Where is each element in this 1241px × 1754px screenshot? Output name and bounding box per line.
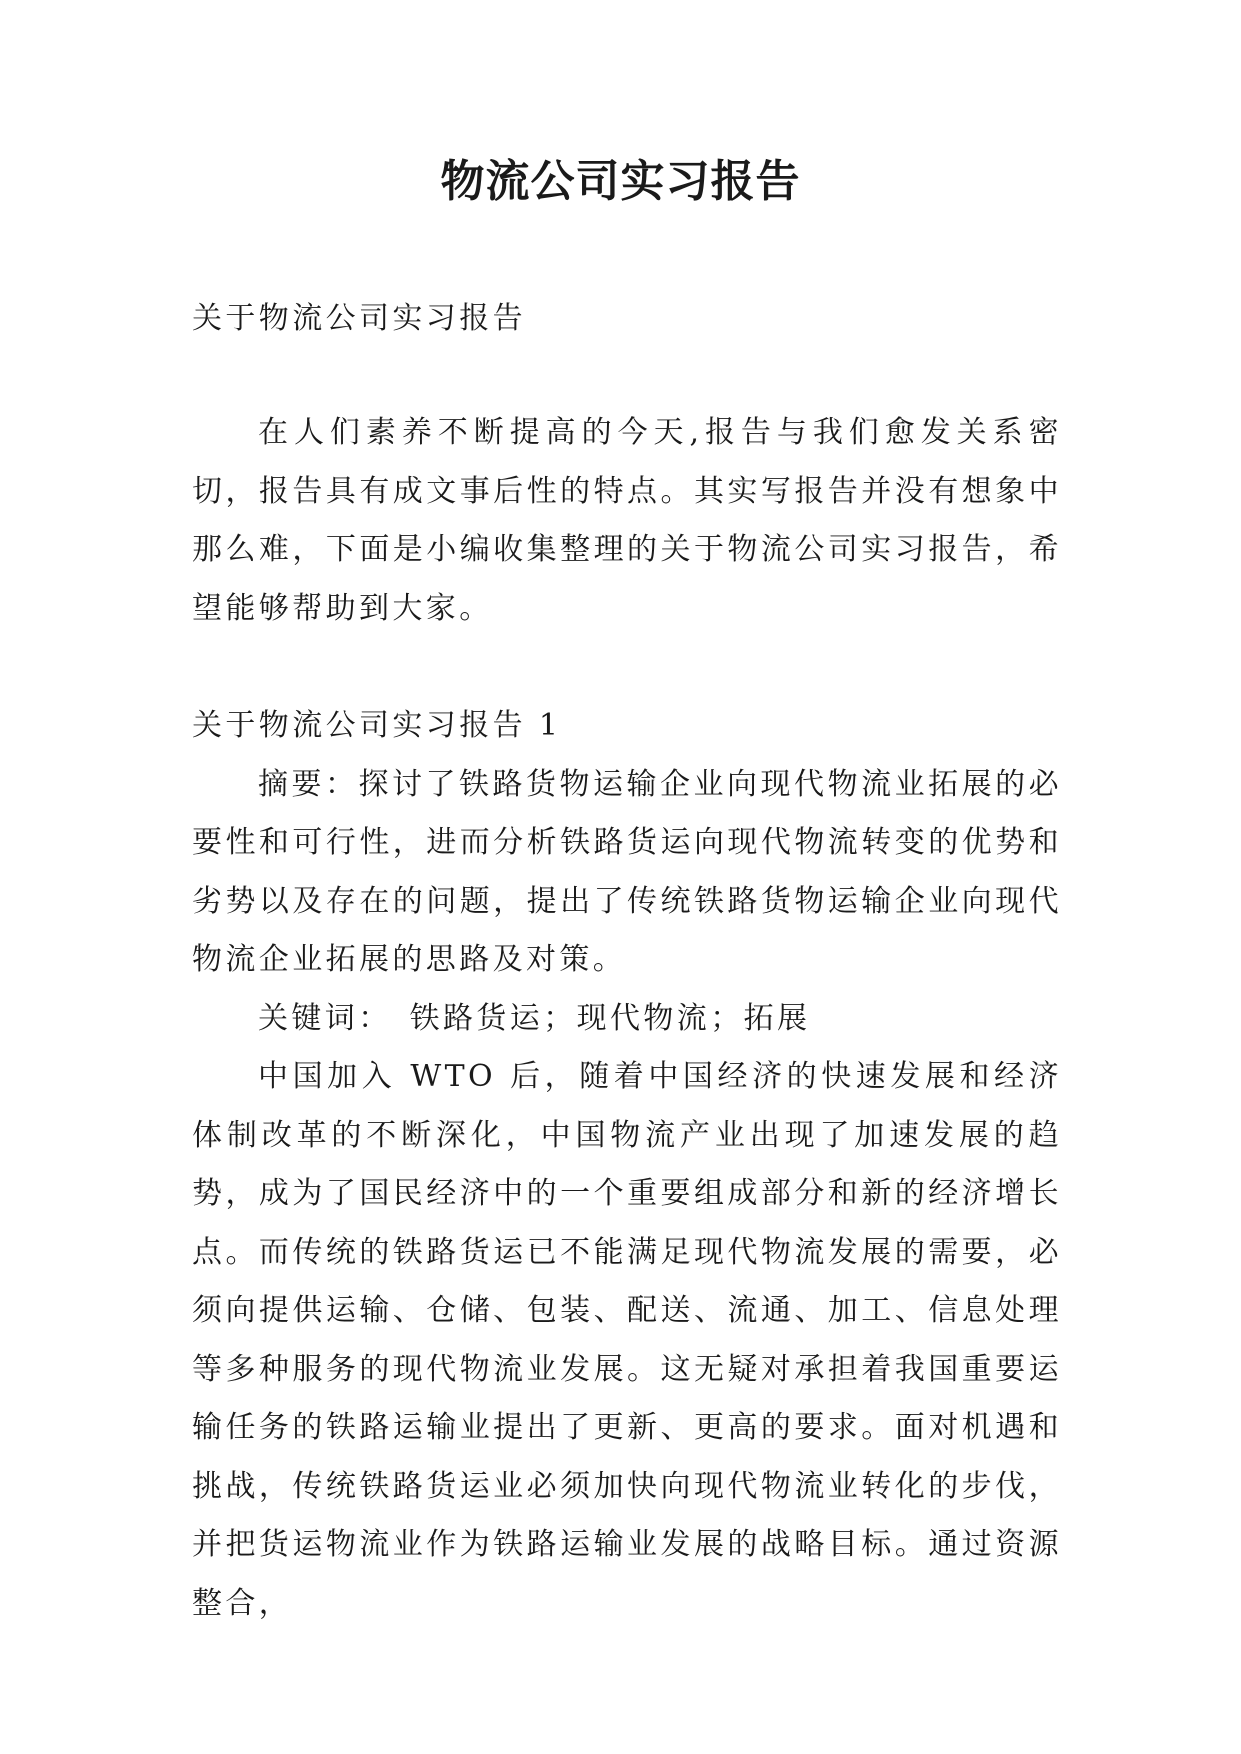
document-title: 物流公司实习报告	[440, 156, 801, 207]
keywords-label: 关键词：	[258, 1000, 392, 1036]
section-heading: 关于物流公司实习报告 1	[192, 708, 562, 743]
keywords-value: 铁路货运；现代物流；拓展	[409, 1000, 811, 1036]
abstract-paragraph: 摘要：探讨了铁路货物运输企业向现代物流业拓展的必要性和可行性，进而分析铁路货运向现代物流转变的优势和劣势以及存在的问题，提出了传统铁路货物运输企业向现代物流企业拓展的思路及对策。	[192, 766, 1062, 977]
body-paragraph: 中国加入 WTO 后，随着中国经济的快速发展和经济体制改革的不断深化，中国物流产业出现了加速发展的趋势，成为了国民经济中的一个重要组成部分和新的经济增长点。而传统的铁路货运已不能满足现代物流发展的需要，必须向提供运输、仓储、包装、配送、流通、加工、信息处理等多种服务的现代物流业发展。这无疑对承担着我国重要运输任务的铁路运输业提出了更新、更高的要求。面对机遇和挑战，传统铁路货运业必须加快向现代物流业转化的步伐，并把货运物流业作为铁路运输业发展的战略目标。通过资源整合，	[192, 1059, 1062, 1621]
report-section-1	[192, 697, 1062, 1633]
document-subtitle: 关于物流公司实习报告	[192, 301, 526, 336]
intro-paragraph: 在人们素养不断提高的今天,报告与我们愈发关系密切，报告具有成文事后性的特点。其实写报告并没有想象中那么难，下面是小编收集整理的关于物流公司实习报告，希望能够帮助到大家。	[192, 415, 1062, 626]
keywords-line	[192, 990, 1062, 1049]
